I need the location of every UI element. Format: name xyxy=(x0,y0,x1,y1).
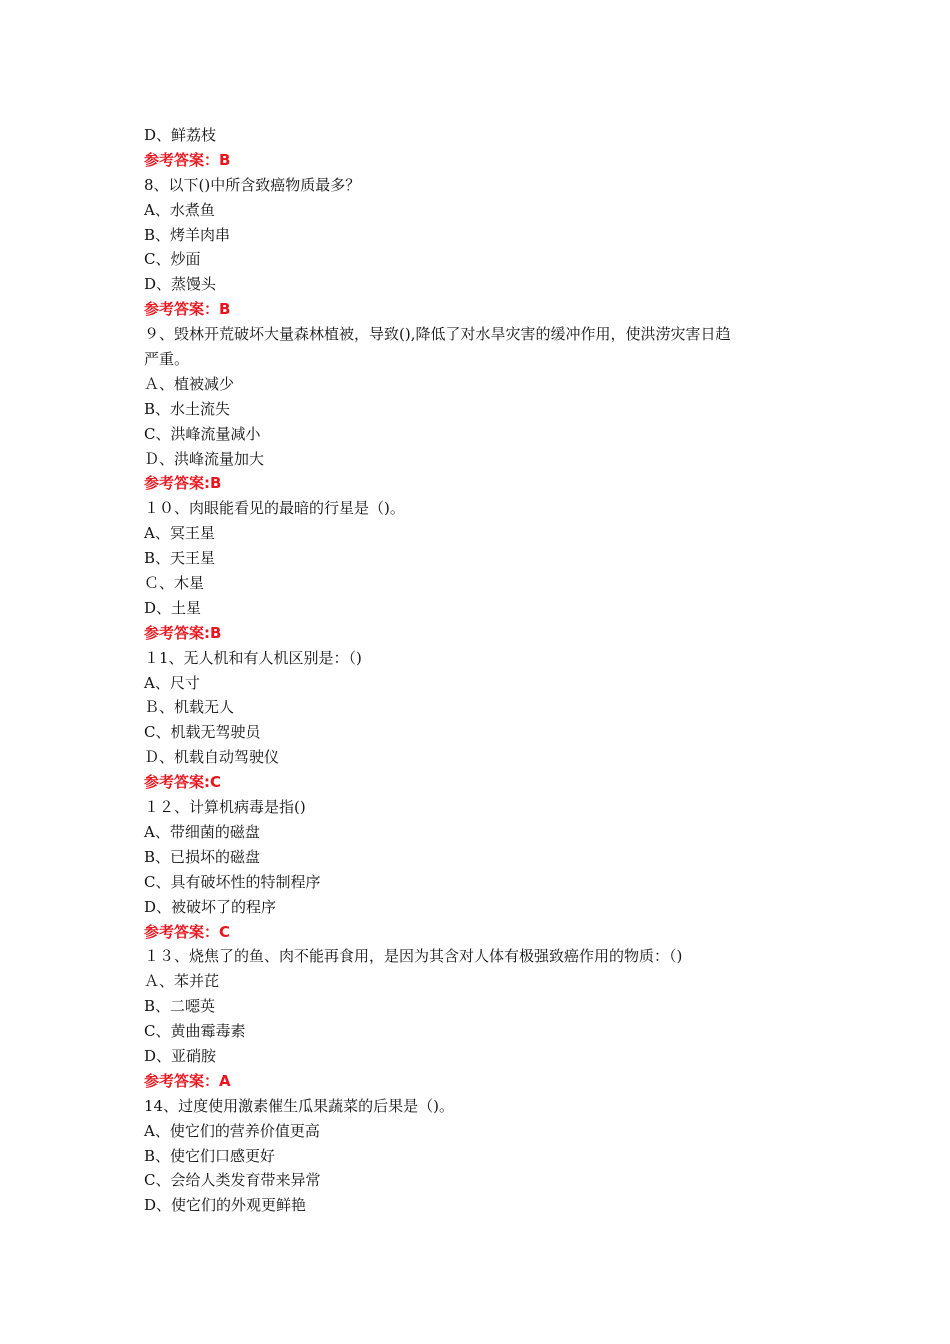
option-line: B、二噁英 xyxy=(144,997,216,1016)
option-line: Ａ、苯并芘 xyxy=(144,972,220,991)
question-line: １1、无人机和有人机区别是：（) xyxy=(144,648,362,667)
option-line: C、机载无驾驶员 xyxy=(144,723,261,742)
option-line: B、已损坏的磁盘 xyxy=(144,847,261,866)
option-line: C、会给人类发育带来异常 xyxy=(144,1171,321,1190)
option-line: C、炒面 xyxy=(144,250,201,269)
answer-line: 参考答案:C xyxy=(144,773,222,792)
option-line: Ｃ、木星 xyxy=(144,574,205,593)
option-line: D、使它们的外观更鲜艳 xyxy=(144,1196,307,1215)
answer-line: 参考答案:B xyxy=(144,474,222,493)
answer-line: 参考答案：A xyxy=(144,1071,231,1090)
option-line: C、洪峰流量减小 xyxy=(144,424,261,443)
option-line: Ｂ、机载无人 xyxy=(144,698,235,717)
answer-line: 参考答案：B xyxy=(144,300,231,319)
option-line: Ａ、植被减少 xyxy=(144,374,235,393)
option-line: C、黄曲霉毒素 xyxy=(144,1022,246,1041)
question-line: １０、肉眼能看见的最暗的行星是（)。 xyxy=(144,499,405,518)
answer-line: 参考答案：C xyxy=(144,922,231,941)
option-line: A、水煮鱼 xyxy=(144,200,215,219)
option-line: Ｄ、洪峰流量加大 xyxy=(144,449,265,468)
option-line: A、尺寸 xyxy=(144,673,200,692)
option-line: B、烤羊肉串 xyxy=(144,225,231,244)
question-line: １３、烧焦了的鱼、肉不能再食用，是因为其含对人体有极强致癌作用的物质：（) xyxy=(144,947,683,966)
question-line: １２、计算机病毒是指() xyxy=(144,798,306,817)
answer-line: 参考答案：B xyxy=(144,150,231,169)
option-line: B、使它们口感更好 xyxy=(144,1146,276,1165)
question-line: 14、过度使用激素催生瓜果蔬菜的后果是（)。 xyxy=(144,1096,454,1115)
option-line: A、带细菌的磁盘 xyxy=(144,822,260,841)
option-line: D、亚硝胺 xyxy=(144,1046,217,1065)
question-line: 8、以下()中所含致癌物质最多？ xyxy=(144,175,361,194)
option-line: D、鲜荔枝 xyxy=(144,126,217,144)
option-line: A、冥王星 xyxy=(144,524,215,543)
option-line: A、使它们的营养价值更高 xyxy=(144,1121,320,1140)
question-line: 严重。 xyxy=(144,350,190,369)
option-line: D、被破坏了的程序 xyxy=(144,897,277,916)
option-line: Ｄ、机载自动驾驶仪 xyxy=(144,748,280,767)
option-line: B、水土流失 xyxy=(144,399,231,418)
option-line: C、具有破坏性的特制程序 xyxy=(144,872,321,891)
option-line: B、天王星 xyxy=(144,549,216,568)
answer-line: 参考答案:B xyxy=(144,623,222,642)
question-line: ９、毁林开荒破坏大量森林植被，导致(),降低了对水旱灾害的缓冲作用，使洪涝灾害日趋 xyxy=(144,325,731,344)
document-body xyxy=(144,123,824,1218)
option-line: D、蒸馒头 xyxy=(144,275,217,294)
option-line: D、土星 xyxy=(144,598,202,617)
